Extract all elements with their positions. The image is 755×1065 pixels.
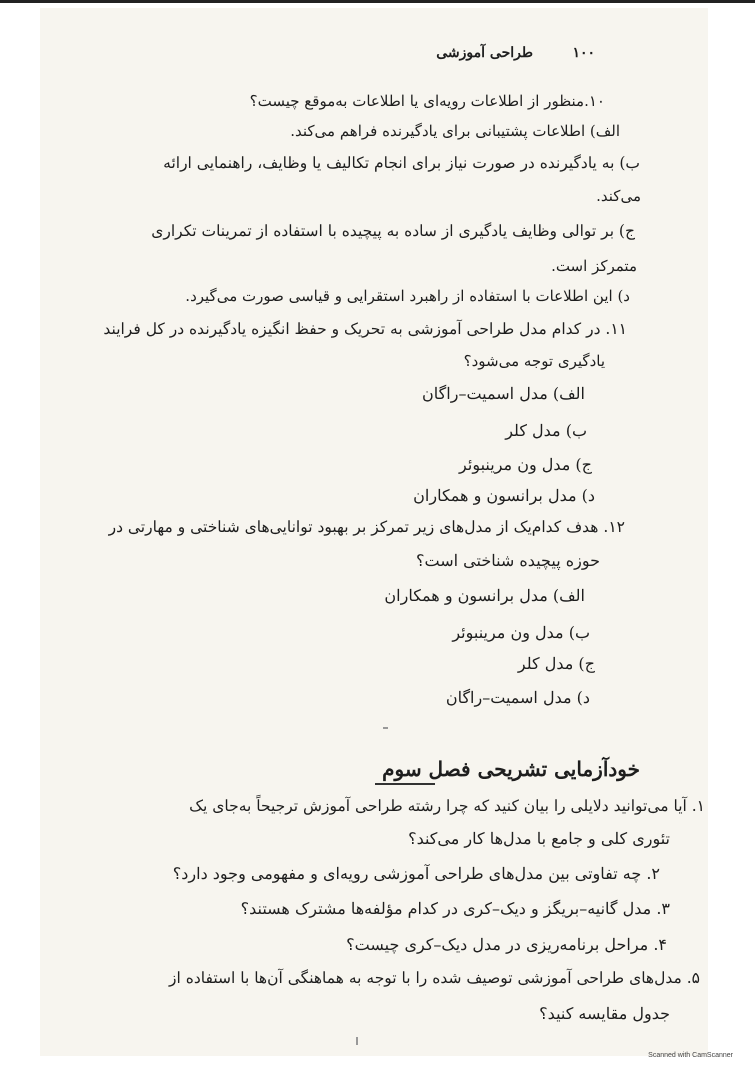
question-10-option-c: ج) بر توالی وظایف یادگیری از ساده به پیچیده با استفاده از تمرینات تکراری xyxy=(151,222,635,240)
question-12-stem: ۱۲. هدف کدام‌یک از مدل‌های زیر تمرکز بر بهبود توانایی‌های شناختی و مهارتی در xyxy=(108,518,625,536)
self-test-item-3: ۳. مدل گانیه–بریگز و دیک–کری در کدام مؤلفه‌ها مشترک هستند؟ xyxy=(240,899,670,918)
question-10-stem: ۱۰.منظور از اطلاعات رویه‌ای یا اطلاعات به‌موقع چیست؟ xyxy=(249,92,605,110)
self-test-item-1: ۱. آیا می‌توانید دلایلی را بیان کنید که چرا رشته طراحی آموزش ترجیحاً به‌جای یک xyxy=(189,797,705,815)
question-10-option-d: د) این اطلاعات با استفاده از راهبرد استقرایی و قیاسی صورت می‌گیرد. xyxy=(185,287,630,305)
section-title-underline xyxy=(375,783,435,785)
question-11-stem-cont: یادگیری توجه می‌شود؟ xyxy=(463,352,605,370)
self-test-item-2: ۲. چه تفاوتی بین مدل‌های طراحی آموزشی رویه‌ای و مفهومی وجود دارد؟ xyxy=(172,864,660,883)
scanner-watermark: Scanned with CamScanner xyxy=(648,1052,733,1059)
self-test-item-5: ۵. مدل‌های طراحی آموزشی توصیف شده را با توجه به هماهنگی آن‌ها با استفاده از xyxy=(169,969,700,987)
question-10-option-b: ب) به یادگیرنده در صورت نیاز برای انجام تکالیف یا وظایف، راهنمایی ارائه xyxy=(163,154,640,172)
page-number: ۱۰۰ xyxy=(572,45,595,61)
scan-mark xyxy=(356,1037,358,1045)
question-11-stem: ۱۱. در کدام مدل طراحی آموزشی به تحریک و حفظ انگیزه یادگیرنده در کل فرایند xyxy=(103,320,627,338)
question-10-option-c-cont: متمرکز است. xyxy=(551,257,637,275)
top-border xyxy=(0,0,755,3)
question-12-option-d: د) مدل اسمیت–راگان xyxy=(445,688,590,707)
self-test-item-1-cont: تئوری کلی و جامع با مدل‌ها کار می‌کند؟ xyxy=(408,829,670,848)
scan-mark xyxy=(383,727,388,729)
question-12-option-a: الف) مدل برانسون و همکاران xyxy=(384,586,585,605)
question-12-option-b: ب) مدل ون مرینبوئر xyxy=(452,623,590,642)
page-header-title: طراحی آموزشی xyxy=(436,45,533,61)
section-title: خودآزمایی تشریحی فصل سوم xyxy=(382,757,640,781)
self-test-item-4: ۴. مراحل برنامه‌ریزی در مدل دیک–کری چیست؟ xyxy=(346,935,667,954)
question-10-option-a: الف) اطلاعات پشتیبانی برای یادگیرنده فراهم می‌کند. xyxy=(290,122,620,140)
self-test-item-5-cont: جدول مقایسه کنید؟ xyxy=(539,1004,670,1023)
question-10-option-b-cont: می‌کند. xyxy=(596,187,641,205)
question-12-stem-cont: حوزه پیچیده شناختی است؟ xyxy=(416,551,600,570)
question-11-option-c: ج) مدل ون مرینبوئر xyxy=(459,455,592,474)
question-11-option-d: د) مدل برانسون و همکاران xyxy=(413,486,595,505)
question-12-option-c: ج) مدل کلر xyxy=(517,654,595,673)
question-11-option-b: ب) مدل کلر xyxy=(505,421,587,440)
question-11-option-a: الف) مدل اسمیت–راگان xyxy=(422,384,585,403)
